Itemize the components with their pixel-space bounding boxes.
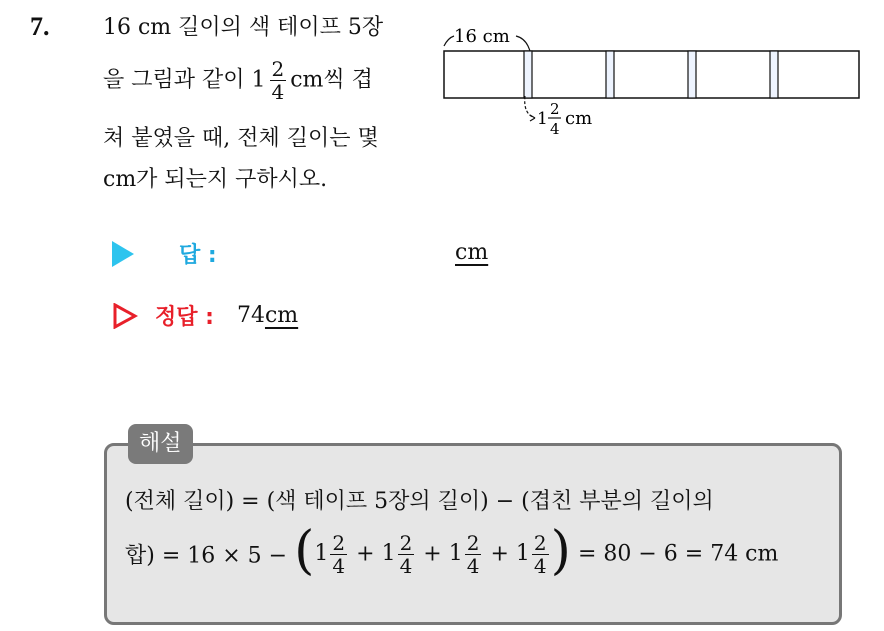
mixed-2-den: 4 bbox=[399, 553, 413, 578]
answer-label: 답 : bbox=[179, 243, 217, 268]
question-fraction bbox=[270, 58, 287, 103]
mixed-4-whole: 1 bbox=[515, 541, 530, 566]
mixed-1-den: 4 bbox=[332, 553, 346, 578]
overlap-unit: cm bbox=[565, 108, 593, 129]
mixed-2-num: 2 bbox=[399, 530, 413, 555]
overlap-pointer-head bbox=[530, 115, 535, 121]
answer-unit: cm bbox=[455, 240, 489, 265]
question-line-2 bbox=[103, 58, 373, 103]
explanation-line-2 bbox=[125, 521, 779, 581]
overlap-2 bbox=[606, 51, 614, 98]
tape-outline bbox=[444, 51, 859, 98]
overlap-3 bbox=[688, 51, 696, 98]
overlap-denominator: 4 bbox=[550, 120, 560, 138]
question-line-2-post: cm씩 겹 bbox=[290, 67, 373, 93]
correct-unit: cm bbox=[264, 303, 299, 328]
plus-3: + bbox=[490, 541, 509, 567]
overlap-numerator: 2 bbox=[550, 100, 560, 118]
question-number: 7. bbox=[30, 12, 50, 41]
correct-label: 정답 : bbox=[155, 305, 214, 330]
paren-open: ( bbox=[294, 521, 315, 581]
explanation-line-1: (전체 길이) = (색 테이프 5장의 길이) − (겹친 부분의 길이의 bbox=[125, 489, 714, 514]
correct-row bbox=[112, 300, 298, 331]
mixed-3-whole: 1 bbox=[448, 541, 463, 566]
overlap-pointer bbox=[525, 96, 535, 118]
correct-arrow-icon bbox=[112, 303, 138, 329]
overlap-whole: 1 bbox=[537, 109, 548, 129]
fraction-numerator: 2 bbox=[271, 57, 285, 81]
mixed-1-num: 2 bbox=[332, 530, 346, 555]
mixed-4-den: 4 bbox=[533, 553, 547, 578]
question-line-4: cm가 되는지 구하시오. bbox=[103, 167, 328, 192]
mixed-1-whole: 1 bbox=[314, 541, 329, 566]
explanation-tag: 해설 bbox=[128, 424, 193, 464]
tape-length-bracket-left bbox=[444, 36, 454, 46]
mixed-4 bbox=[515, 530, 551, 578]
correct-value: 74 bbox=[236, 303, 265, 328]
mixed-3 bbox=[448, 530, 484, 578]
mixed-2-whole: 1 bbox=[381, 541, 396, 566]
answer-row bbox=[112, 238, 217, 269]
explanation-line-2-post: = 80 − 6 = 74 cm bbox=[577, 541, 779, 567]
tape-length-label: 16 cm bbox=[454, 26, 510, 47]
question-line-3: 쳐 붙였을 때, 전체 길이는 몇 bbox=[103, 126, 379, 151]
tape-figure bbox=[430, 20, 870, 150]
plus-2: + bbox=[423, 541, 442, 567]
mixed-4-num: 2 bbox=[533, 530, 547, 555]
mixed-1 bbox=[314, 530, 349, 578]
question-line-1: 16 cm 길이의 색 테이프 5장 bbox=[103, 15, 384, 40]
mixed-3-num: 2 bbox=[466, 530, 480, 555]
answer-arrow-icon bbox=[112, 241, 134, 267]
paren-close: ) bbox=[550, 521, 571, 581]
mixed-3-den: 4 bbox=[466, 553, 480, 578]
overlap-4 bbox=[770, 51, 778, 98]
overlap-1 bbox=[524, 51, 532, 98]
mixed-2 bbox=[381, 530, 417, 578]
explanation-line-2-pre: 합) = 16 × 5 − bbox=[125, 543, 288, 569]
question-line-2-pre: 을 그림과 같이 1 bbox=[103, 67, 266, 93]
plus-1: + bbox=[356, 541, 375, 567]
fraction-denominator: 4 bbox=[271, 80, 285, 104]
